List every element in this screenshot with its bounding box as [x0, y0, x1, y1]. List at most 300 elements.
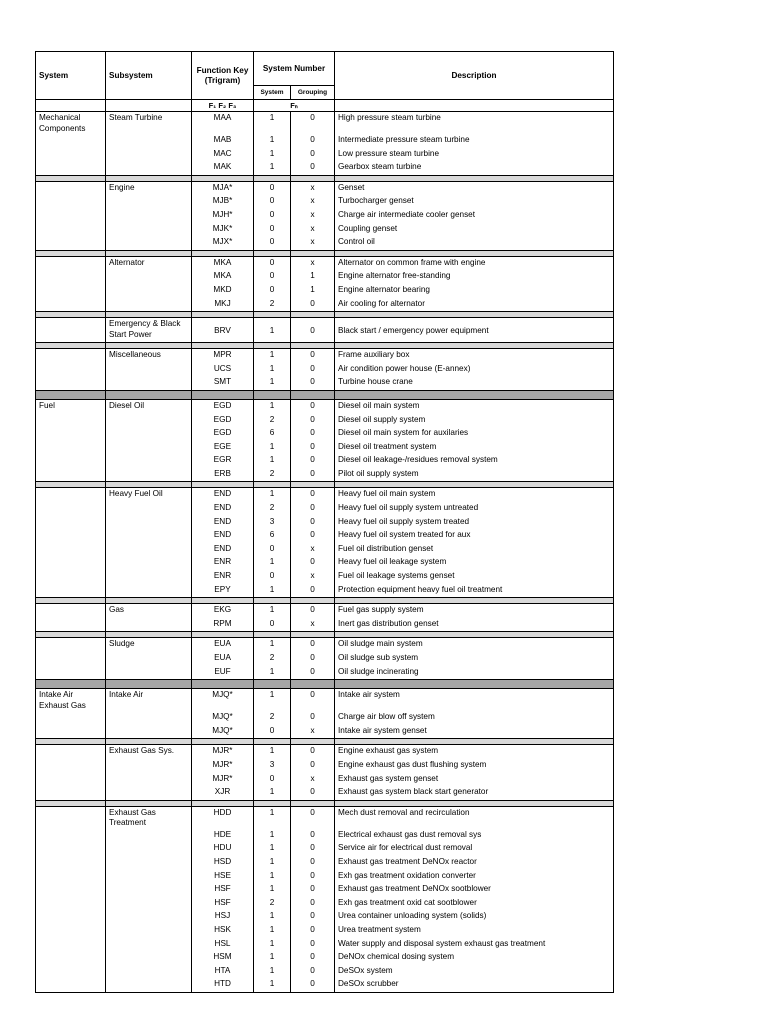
system-number-cell: 6 [254, 427, 291, 441]
description-cell: Diesel oil supply system [335, 414, 614, 428]
function-key-cell: END [192, 516, 254, 530]
table-row [36, 725, 614, 739]
subsystem-cell-empty [106, 897, 192, 911]
description-cell: Water supply and disposal system exhaust gas treatment [335, 938, 614, 952]
function-key-cell: HSF [192, 883, 254, 897]
description-cell: High pressure steam turbine [335, 112, 614, 135]
system-cell-empty [36, 638, 106, 652]
description-cell: Air condition power house (E-annex) [335, 363, 614, 377]
grouping-cell: x [291, 209, 335, 223]
table-row [36, 842, 614, 856]
grouping-cell: 0 [291, 363, 335, 377]
description-cell: Control oil [335, 236, 614, 250]
table-row [36, 689, 614, 712]
subsystem-cell-empty [106, 978, 192, 992]
description-cell: Turbocharger genset [335, 195, 614, 209]
description-cell: Exhaust gas treatment DeNOx reactor [335, 856, 614, 870]
subsystem-cell-empty [106, 270, 192, 284]
system-number-cell: 2 [254, 414, 291, 428]
grouping-cell: 0 [291, 349, 335, 363]
separator-cell [335, 680, 614, 689]
separator-cell [36, 390, 106, 399]
subsystem-cell-empty [106, 298, 192, 312]
function-key-cell: HSD [192, 856, 254, 870]
grouping-cell: 0 [291, 965, 335, 979]
system-number-cell: 1 [254, 556, 291, 570]
system-number-cell: 1 [254, 399, 291, 413]
system-cell-empty [36, 376, 106, 390]
table-row [36, 112, 614, 135]
description-cell: Alternator on common frame with engine [335, 256, 614, 270]
system-number-cell: 1 [254, 978, 291, 992]
table-row [36, 584, 614, 598]
system-number-cell: 2 [254, 652, 291, 666]
description-cell: Engine exhaust gas system [335, 745, 614, 759]
header-f-label: F₁ F₂ F₃ [192, 100, 254, 112]
function-key-cell: EPY [192, 584, 254, 598]
system-cell-empty [36, 745, 106, 759]
system-cell-empty [36, 543, 106, 557]
system-cell-empty [36, 618, 106, 632]
description-cell: Oil sludge sub system [335, 652, 614, 666]
description-cell: Engine alternator free-standing [335, 270, 614, 284]
subsystem-cell: Sludge [106, 638, 192, 652]
grouping-cell: 0 [291, 870, 335, 884]
function-key-cell: UCS [192, 363, 254, 377]
subsystem-cell: Diesel Oil [106, 399, 192, 413]
table-row [36, 829, 614, 843]
table-row [36, 856, 614, 870]
grouping-cell: 0 [291, 689, 335, 712]
function-key-cell: HSK [192, 924, 254, 938]
table-row [36, 910, 614, 924]
function-key-cell: ENR [192, 556, 254, 570]
subsystem-cell-empty [106, 584, 192, 598]
function-key-cell: EKG [192, 604, 254, 618]
description-cell: Diesel oil leakage-/residues removal system [335, 454, 614, 468]
function-key-cell: EGE [192, 441, 254, 455]
grouping-cell: 0 [291, 516, 335, 530]
system-cell-empty [36, 842, 106, 856]
grouping-cell: 0 [291, 978, 335, 992]
function-key-cell: MPR [192, 349, 254, 363]
function-key-cell: HSM [192, 951, 254, 965]
subsystem-cell-empty [106, 427, 192, 441]
system-cell-empty [36, 951, 106, 965]
table-row [36, 786, 614, 800]
grouping-cell: x [291, 570, 335, 584]
description-cell: Exh gas treatment oxid cat sootblower [335, 897, 614, 911]
system-number-cell: 3 [254, 759, 291, 773]
system-cell-empty [36, 502, 106, 516]
system-cell-empty [36, 236, 106, 250]
system-number-cell: 0 [254, 284, 291, 298]
table-row [36, 570, 614, 584]
system-number-cell: 0 [254, 256, 291, 270]
grouping-cell: 0 [291, 441, 335, 455]
system-number-cell: 3 [254, 516, 291, 530]
grouping-cell: 0 [291, 924, 335, 938]
description-cell: Black start / emergency power equipment [335, 318, 614, 343]
table-row [36, 427, 614, 441]
grouping-cell: 0 [291, 318, 335, 343]
system-number-cell: 0 [254, 773, 291, 787]
function-key-cell: MKA [192, 270, 254, 284]
description-cell: DeSOx scrubber [335, 978, 614, 992]
function-key-cell: XJR [192, 786, 254, 800]
table-row [36, 529, 614, 543]
system-cell-empty [36, 441, 106, 455]
system-number-cell: 1 [254, 376, 291, 390]
description-cell: Turbine house crane [335, 376, 614, 390]
grouping-cell: 0 [291, 298, 335, 312]
system-number-cell: 0 [254, 181, 291, 195]
description-cell: Diesel oil treatment system [335, 441, 614, 455]
subsystem-cell-empty [106, 666, 192, 680]
subsystem-cell-empty [106, 856, 192, 870]
system-cell-empty [36, 284, 106, 298]
description-cell: Engine alternator bearing [335, 284, 614, 298]
function-key-cell: MJQ* [192, 725, 254, 739]
system-cell-empty [36, 454, 106, 468]
function-key-cell: EGD [192, 399, 254, 413]
subsystem-cell: Exhaust Gas Treatment [106, 806, 192, 829]
table-row [36, 349, 614, 363]
system-cell-empty [36, 924, 106, 938]
description-cell: Oil sludge incinerating [335, 666, 614, 680]
table-row [36, 414, 614, 428]
system-cell-empty [36, 529, 106, 543]
table-row [36, 236, 614, 250]
function-key-cell: BRV [192, 318, 254, 343]
subsystem-cell-empty [106, 618, 192, 632]
system-cell-empty [36, 806, 106, 829]
system-cell-empty [36, 759, 106, 773]
function-key-cell: ERB [192, 468, 254, 482]
function-key-cell: MKA [192, 256, 254, 270]
subsystem-cell-empty [106, 414, 192, 428]
table-row [36, 134, 614, 148]
function-key-cell: HSF [192, 897, 254, 911]
system-number-cell: 0 [254, 543, 291, 557]
system-cell-empty [36, 773, 106, 787]
subsystem-cell-empty [106, 570, 192, 584]
description-cell: Fuel oil leakage systems genset [335, 570, 614, 584]
subsystem-cell-empty [106, 161, 192, 175]
table-row [36, 604, 614, 618]
subsystem-cell-empty [106, 376, 192, 390]
grouping-cell: 0 [291, 938, 335, 952]
system-cell-empty [36, 256, 106, 270]
function-key-cell: HSL [192, 938, 254, 952]
function-key-cell: EGD [192, 414, 254, 428]
table-row [36, 543, 614, 557]
function-key-cell: SMT [192, 376, 254, 390]
table-row [36, 256, 614, 270]
function-key-cell: MAB [192, 134, 254, 148]
system-number-cell: 1 [254, 924, 291, 938]
system-number-cell: 1 [254, 454, 291, 468]
system-number-cell: 1 [254, 112, 291, 135]
description-cell: Engine exhaust gas dust flushing system [335, 759, 614, 773]
system-number-cell: 1 [254, 806, 291, 829]
system-cell-empty [36, 910, 106, 924]
table-row [36, 223, 614, 237]
system-cell-empty [36, 488, 106, 502]
description-cell: DeSOx system [335, 965, 614, 979]
table-row [36, 638, 614, 652]
subsystem-cell-empty [106, 652, 192, 666]
grouping-cell: 0 [291, 842, 335, 856]
system-number-cell: 1 [254, 856, 291, 870]
system-cell-empty [36, 570, 106, 584]
function-key-cell: END [192, 502, 254, 516]
function-key-cell: HSJ [192, 910, 254, 924]
grouping-cell: x [291, 195, 335, 209]
grouping-cell: 0 [291, 638, 335, 652]
function-key-cell: MJQ* [192, 711, 254, 725]
system-cell-empty [36, 897, 106, 911]
function-key-cell: MAK [192, 161, 254, 175]
system-number-cell: 1 [254, 938, 291, 952]
table-row [36, 745, 614, 759]
subsystem-cell-empty [106, 883, 192, 897]
subsystem-cell-empty [106, 529, 192, 543]
function-key-cell: END [192, 488, 254, 502]
function-key-cell: HTA [192, 965, 254, 979]
description-cell: Heavy fuel oil leakage system [335, 556, 614, 570]
table-row [36, 938, 614, 952]
system-cell-empty [36, 652, 106, 666]
grouping-cell: 0 [291, 745, 335, 759]
description-cell: Intake air system [335, 689, 614, 712]
function-key-cell: MJX* [192, 236, 254, 250]
subsystem-cell-empty [106, 148, 192, 162]
system-cell-empty [36, 298, 106, 312]
function-key-cell: ENR [192, 570, 254, 584]
grouping-cell: 0 [291, 856, 335, 870]
description-cell: Heavy fuel oil main system [335, 488, 614, 502]
grouping-cell: 0 [291, 376, 335, 390]
system-number-cell: 0 [254, 236, 291, 250]
separator-cell [192, 680, 254, 689]
system-number-cell: 1 [254, 829, 291, 843]
group-separator [36, 680, 614, 689]
system-number-cell: 0 [254, 618, 291, 632]
grouping-cell: x [291, 725, 335, 739]
description-cell: Low pressure steam turbine [335, 148, 614, 162]
system-number-cell: 1 [254, 689, 291, 712]
grouping-cell: x [291, 181, 335, 195]
table-row [36, 181, 614, 195]
system-number-cell: 2 [254, 711, 291, 725]
grouping-cell: 0 [291, 711, 335, 725]
separator-cell [335, 390, 614, 399]
system-cell-empty [36, 414, 106, 428]
description-cell: Diesel oil main system for auxilaries [335, 427, 614, 441]
subsystem-cell-empty [106, 209, 192, 223]
system-number-cell: 1 [254, 910, 291, 924]
description-cell: Fuel gas supply system [335, 604, 614, 618]
grouping-cell: 0 [291, 414, 335, 428]
function-key-cell: MKD [192, 284, 254, 298]
separator-cell [254, 390, 291, 399]
grouping-cell: 0 [291, 666, 335, 680]
subsystem-cell-empty [106, 870, 192, 884]
subsystem-cell-empty [106, 516, 192, 530]
system-number-cell: 6 [254, 529, 291, 543]
grouping-cell: 0 [291, 134, 335, 148]
function-key-cell: MJR* [192, 759, 254, 773]
grouping-cell: 0 [291, 502, 335, 516]
subsystem-cell-empty [106, 363, 192, 377]
function-key-cell: END [192, 529, 254, 543]
description-cell: Fuel oil distribution genset [335, 543, 614, 557]
table-row [36, 148, 614, 162]
system-cell-empty [36, 363, 106, 377]
system-number-cell: 1 [254, 842, 291, 856]
table-row [36, 284, 614, 298]
header-fn-label: Fₙ [254, 100, 335, 112]
system-cell-empty [36, 711, 106, 725]
system-number-cell: 1 [254, 638, 291, 652]
table-row [36, 502, 614, 516]
subsystem-cell: Intake Air [106, 689, 192, 712]
table-row [36, 195, 614, 209]
system-cell-empty [36, 195, 106, 209]
description-cell: Charge air intermediate cooler genset [335, 209, 614, 223]
function-key-cell: EGD [192, 427, 254, 441]
function-key-cell: HTD [192, 978, 254, 992]
description-cell: Protection equipment heavy fuel oil treatment [335, 584, 614, 598]
function-key-cell: HDD [192, 806, 254, 829]
system-number-cell: 1 [254, 488, 291, 502]
subsystem-cell-empty [106, 454, 192, 468]
subsystem-cell-empty [106, 951, 192, 965]
system-number-cell: 0 [254, 570, 291, 584]
system-cell-empty [36, 270, 106, 284]
separator-cell [36, 680, 106, 689]
table-row [36, 618, 614, 632]
table-row [36, 924, 614, 938]
system-cell-empty [36, 725, 106, 739]
grouping-cell: x [291, 223, 335, 237]
table-row [36, 441, 614, 455]
function-key-cell: MJA* [192, 181, 254, 195]
description-cell: Mech dust removal and recirculation [335, 806, 614, 829]
description-cell: Urea treatment system [335, 924, 614, 938]
function-key-cell: MAA [192, 112, 254, 135]
subsystem-cell-empty [106, 236, 192, 250]
function-key-cell: MJQ* [192, 689, 254, 712]
grouping-cell: 0 [291, 652, 335, 666]
system-number-cell: 2 [254, 298, 291, 312]
system-number-cell: 1 [254, 951, 291, 965]
grouping-cell: 0 [291, 584, 335, 598]
function-key-cell: EGR [192, 454, 254, 468]
grouping-cell: 0 [291, 786, 335, 800]
subsystem-cell-empty [106, 910, 192, 924]
table-row [36, 454, 614, 468]
function-key-cell: MJR* [192, 745, 254, 759]
header-sub-grouping: Grouping [291, 86, 335, 100]
grouping-cell: 0 [291, 883, 335, 897]
separator-cell [192, 390, 254, 399]
system-cell-empty [36, 965, 106, 979]
description-cell: Air cooling for alternator [335, 298, 614, 312]
system-number-cell: 1 [254, 584, 291, 598]
separator-cell [291, 680, 335, 689]
function-key-cell: EUF [192, 666, 254, 680]
system-cell-empty [36, 516, 106, 530]
system-cell-empty [36, 134, 106, 148]
grouping-cell: 0 [291, 529, 335, 543]
table-row [36, 468, 614, 482]
system-cell-empty [36, 181, 106, 195]
grouping-cell: 0 [291, 829, 335, 843]
grouping-cell: 0 [291, 556, 335, 570]
description-cell: Exh gas treatment oxidation converter [335, 870, 614, 884]
system-number-cell: 1 [254, 666, 291, 680]
description-cell: Service air for electrical dust removal [335, 842, 614, 856]
grouping-cell: 0 [291, 759, 335, 773]
table-row [36, 209, 614, 223]
subsystem-cell-empty [106, 441, 192, 455]
grouping-cell: 1 [291, 270, 335, 284]
function-key-cell: EUA [192, 652, 254, 666]
function-key-cell: MJK* [192, 223, 254, 237]
description-cell: Electrical exhaust gas dust removal sys [335, 829, 614, 843]
description-cell: Diesel oil main system [335, 399, 614, 413]
subsystem-cell-empty [106, 773, 192, 787]
table-row [36, 978, 614, 992]
table-row [36, 883, 614, 897]
grouping-cell: 1 [291, 284, 335, 298]
table-row [36, 965, 614, 979]
system-cell-empty [36, 148, 106, 162]
grouping-cell: 0 [291, 468, 335, 482]
subsystem-cell-empty [106, 711, 192, 725]
function-key-cell: MJB* [192, 195, 254, 209]
table-row [36, 897, 614, 911]
separator-cell [106, 390, 192, 399]
grouping-cell: x [291, 773, 335, 787]
grouping-cell: 0 [291, 951, 335, 965]
description-cell: Intake air system genset [335, 725, 614, 739]
subsystem-cell-empty [106, 543, 192, 557]
system-number-cell: 0 [254, 223, 291, 237]
grouping-cell: 0 [291, 148, 335, 162]
subsystem-cell-empty [106, 924, 192, 938]
description-cell: Pilot oil supply system [335, 468, 614, 482]
system-cell-empty [36, 978, 106, 992]
system-number-cell: 0 [254, 195, 291, 209]
description-cell: Coupling genset [335, 223, 614, 237]
system-number-cell: 0 [254, 209, 291, 223]
function-key-cell: RPM [192, 618, 254, 632]
system-number-cell: 1 [254, 161, 291, 175]
grouping-cell: 0 [291, 897, 335, 911]
description-cell: Charge air blow off system [335, 711, 614, 725]
subsystem-cell: Miscellaneous [106, 349, 192, 363]
system-number-cell: 1 [254, 349, 291, 363]
system-number-cell: 2 [254, 468, 291, 482]
system-code-table [35, 51, 614, 993]
table-row [36, 951, 614, 965]
grouping-cell: 0 [291, 427, 335, 441]
system-number-cell: 0 [254, 270, 291, 284]
header-system: System [36, 52, 106, 100]
